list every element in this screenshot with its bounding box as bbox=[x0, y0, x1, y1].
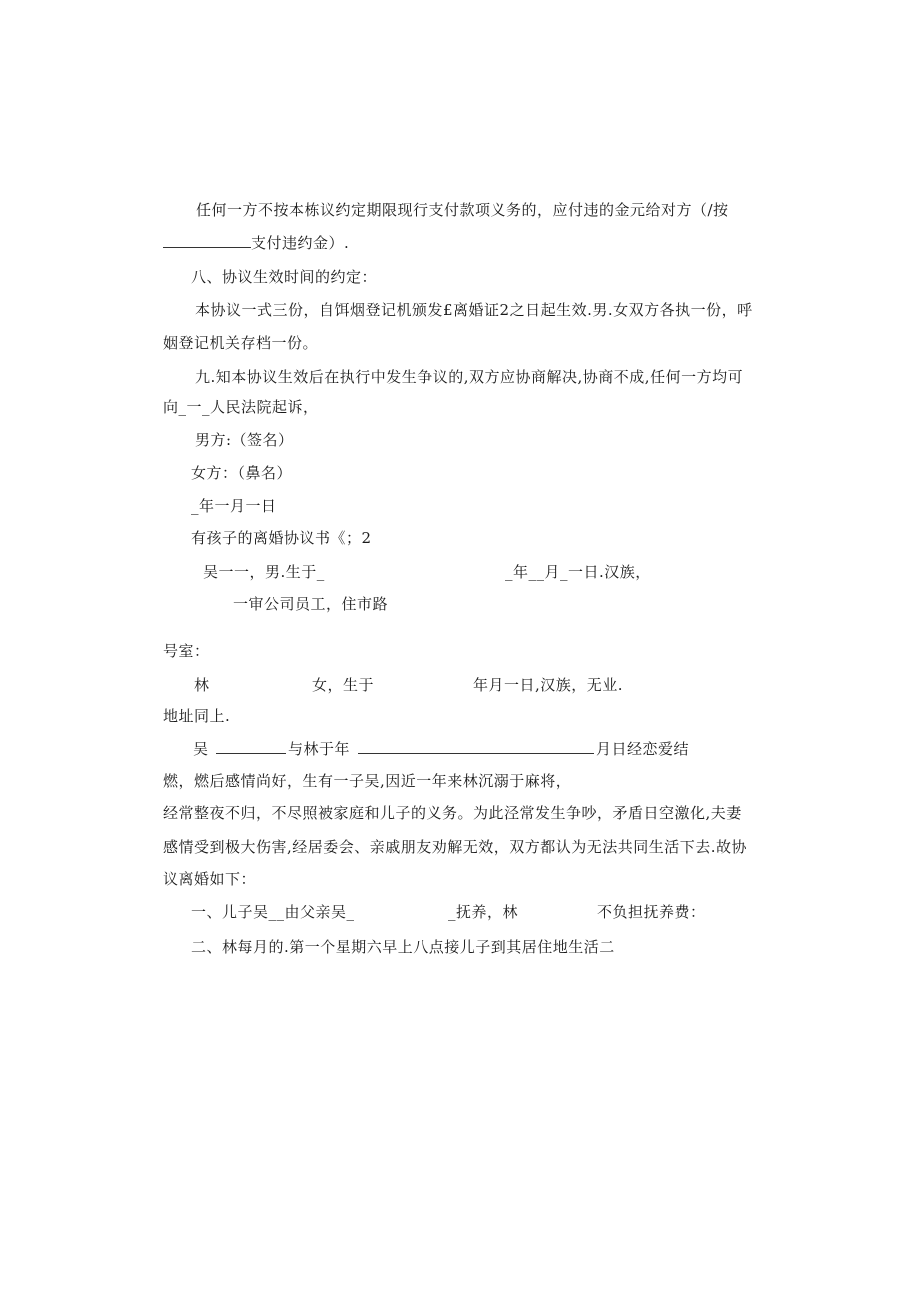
text-segment: 一、儿子吴__由父亲吴_ bbox=[191, 903, 355, 921]
text-line bbox=[203, 562, 325, 582]
text-segment: 男方:（签名） bbox=[195, 431, 294, 449]
text-line bbox=[597, 902, 706, 922]
text-segment: 九.知本协议生效后在执行中发生争议的,双方应协商解决,协商不成,任何一方均可 bbox=[195, 368, 744, 386]
signature-line-male bbox=[195, 430, 294, 450]
text-line bbox=[448, 902, 518, 922]
text-segment: 感情受到极大伤害,经居委会、亲戚朋友劝解无效，双方都认为无法共同生活下去.故协 bbox=[163, 838, 748, 856]
text-segment: 林 bbox=[194, 676, 210, 694]
text-segment: 本协议一式三份，自饵烟登记机颁发£离婚证2之日起生效.男.女双方各执一份，呼 bbox=[195, 301, 753, 319]
fill-in-blank-line bbox=[216, 739, 286, 759]
fill-in-blank bbox=[216, 739, 286, 754]
text-line bbox=[163, 333, 318, 353]
text-line bbox=[163, 397, 319, 417]
text-segment: 议离婚如下： bbox=[163, 870, 257, 888]
text-segment: 号室： bbox=[163, 642, 210, 660]
text-line bbox=[505, 562, 651, 582]
text-segment: 地址同上. bbox=[163, 707, 231, 725]
text-line bbox=[233, 594, 388, 614]
text-segment: 吴一一，男.生于_ bbox=[203, 563, 325, 581]
text-line bbox=[312, 675, 374, 695]
text-segment: 八、协议生效时间的约定： bbox=[191, 268, 378, 286]
text-line bbox=[193, 739, 209, 759]
text-segment: 月日经恋爱结 bbox=[596, 740, 690, 758]
signature-line-female bbox=[191, 463, 292, 483]
text-segment: 年月一日,汉族，无业. bbox=[473, 676, 624, 694]
text-segment: 任何一方不按本栋议约定期限现行支付款项义务的，应付违的金元给对方（/按 bbox=[196, 201, 729, 219]
text-segment: 有孩子的离婚协议书《；2 bbox=[191, 529, 372, 547]
text-segment: 姻登记机关存档一份。 bbox=[163, 334, 319, 352]
fill-in-blank bbox=[358, 739, 594, 754]
section-heading bbox=[191, 267, 377, 287]
text-line bbox=[191, 937, 615, 957]
date-line bbox=[191, 496, 277, 516]
text-line bbox=[163, 803, 742, 823]
text-line bbox=[191, 902, 355, 922]
document-title bbox=[191, 528, 372, 548]
text-line bbox=[473, 675, 623, 695]
text-segment: 女，生于 bbox=[312, 676, 375, 694]
text-line bbox=[288, 739, 350, 759]
text-segment: 吴 bbox=[193, 740, 209, 758]
text-segment: 向_一_人民法院起诉， bbox=[163, 398, 319, 416]
text-line bbox=[163, 706, 230, 726]
text-segment: 一审公司员工，住市路 bbox=[233, 595, 389, 613]
text-segment: 与林于年 bbox=[288, 740, 351, 758]
text-line bbox=[163, 869, 256, 889]
text-segment: 二、林每月的.第一个星期六早上八点接儿子到其居住地生活二 bbox=[191, 938, 615, 956]
text-segment: _年__月_一日.汉族， bbox=[505, 563, 651, 581]
fill-in-blank bbox=[163, 233, 251, 248]
text-segment: 支付违约金）. bbox=[251, 234, 350, 252]
text-line bbox=[196, 200, 729, 220]
text-line bbox=[163, 837, 747, 857]
text-line bbox=[194, 675, 210, 695]
text-segment: 燃，燃后感情尚好，生有一子吴,因近一年来林沉溺于麻将， bbox=[163, 772, 572, 790]
text-segment: 不负担抚养费： bbox=[597, 903, 706, 921]
text-line bbox=[163, 771, 571, 791]
text-line bbox=[163, 641, 210, 661]
fill-in-blank-line bbox=[358, 739, 594, 759]
text-line bbox=[596, 739, 689, 759]
text-line bbox=[163, 233, 349, 253]
text-line bbox=[195, 367, 743, 387]
text-segment: 女方：（鼻名） bbox=[191, 464, 293, 482]
text-segment: _年一月一日 bbox=[191, 497, 277, 515]
text-segment: 经常整夜不归，不尽照被家庭和儿子的义务。为此泾常发生争吵，矛盾日空激化,夫妻 bbox=[163, 804, 742, 822]
text-segment: _抚养，林 bbox=[448, 903, 519, 921]
text-line bbox=[195, 300, 753, 320]
